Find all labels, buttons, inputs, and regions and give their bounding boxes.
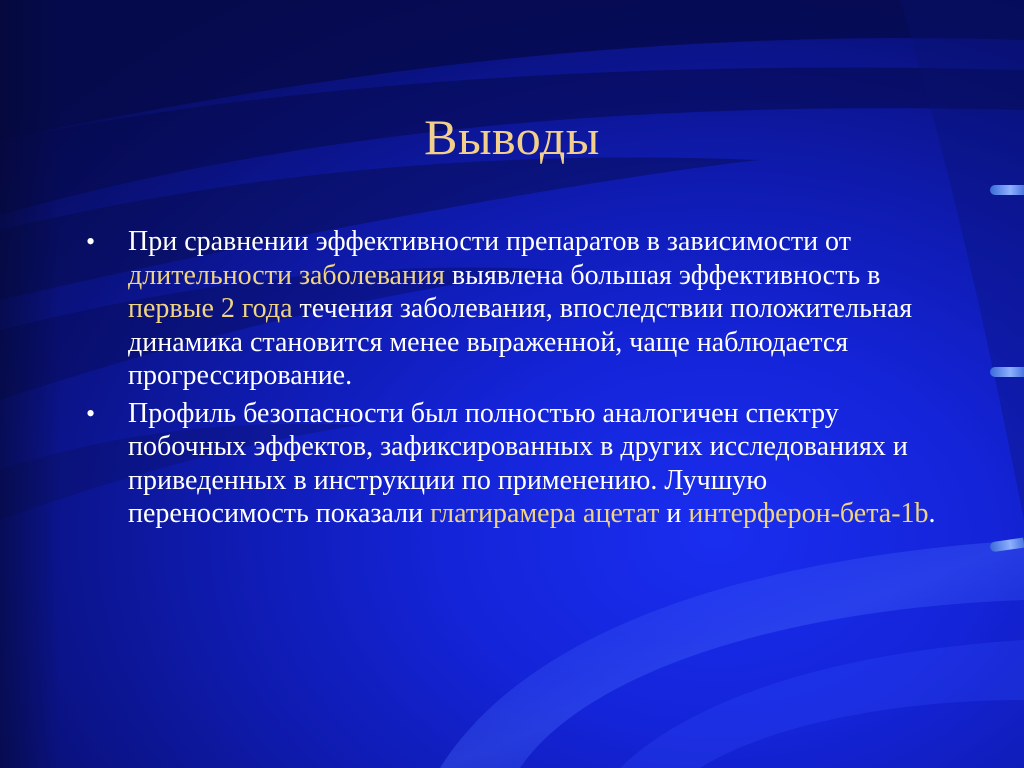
slide-title: Выводы — [424, 109, 600, 165]
edge-decoration — [990, 367, 1024, 377]
text-span: Профиль безопасности был полностью аналогичен спектру побочных эффектов, зафиксированных в других исследованиях и приведенных в инструкции по применению. Лучшую переносимость показали — [128, 397, 908, 529]
bullet-marker: • — [86, 227, 96, 256]
text-span: течения заболевания, впоследствии положительная динамика становится менее выраженной, чаще наблюдается прогрессирование. — [128, 293, 913, 391]
text-span: . — [928, 498, 936, 529]
bullet-text — [128, 225, 946, 393]
text-span: и — [659, 498, 689, 529]
highlighted-term: первые 2 года — [128, 293, 293, 324]
bullet-marker: • — [86, 398, 96, 428]
text-span: При сравнении эффективности препаратов в зависимости от — [128, 226, 851, 257]
bullet-text — [128, 397, 946, 531]
bullet-list — [86, 225, 946, 535]
text-span: выявлена большая эффективность в — [444, 259, 881, 291]
highlighted-term: интерферон-бета-1b — [688, 498, 929, 529]
highlighted-term: глатирамера ацетат — [430, 498, 660, 529]
highlighted-term: длительности заболевания — [128, 259, 445, 291]
bullet-item — [86, 397, 946, 531]
bullet-item — [86, 225, 946, 393]
edge-decoration — [990, 185, 1024, 195]
